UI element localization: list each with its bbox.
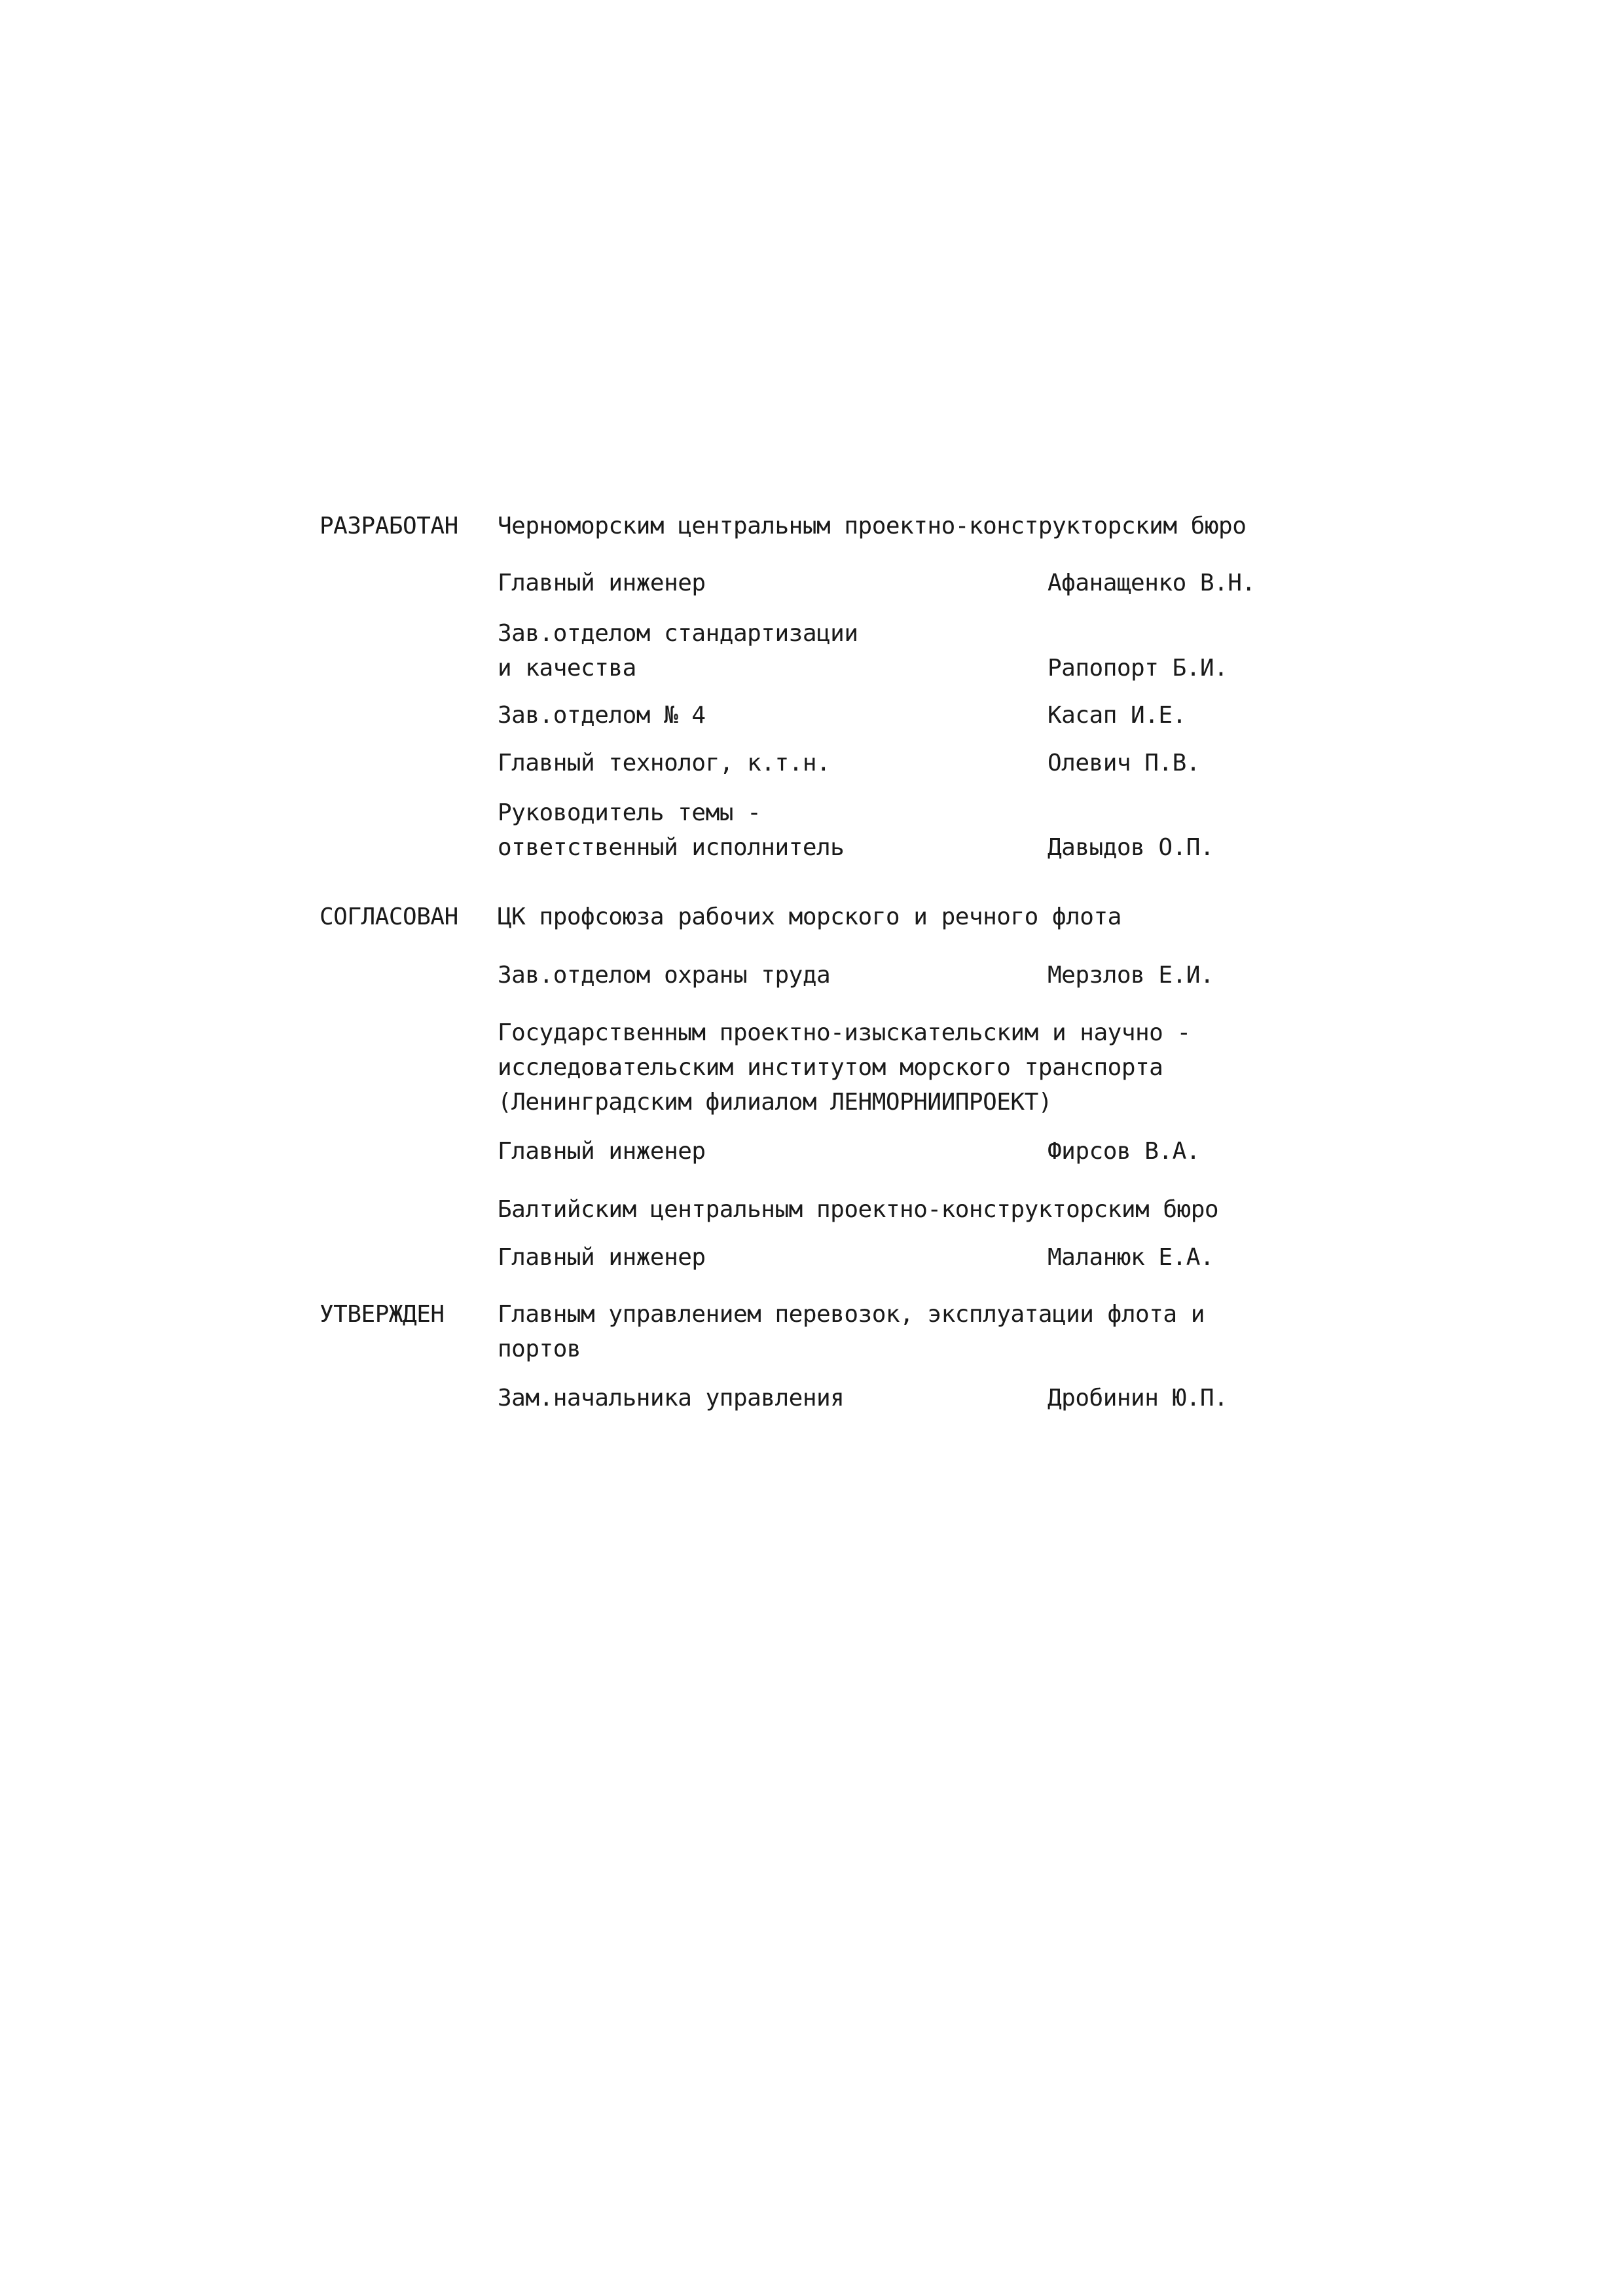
razrabotan-position-3: Зав.отделом № 4 <box>498 702 706 729</box>
utverzhden-org-line-1: Главным управлением перевозок, эксплуатации флота и <box>498 1301 1205 1328</box>
razrabotan-label: РАЗРАБОТАН <box>319 513 458 539</box>
razrabotan-name-5: Давыдов О.П. <box>1048 834 1214 861</box>
soglasovan-org-2-line-3: (Ленинградским филиалом ЛЕНМОРНИИПРОЕКТ) <box>498 1089 1052 1116</box>
soglasovan-org2-name: Фирсов В.А. <box>1048 1138 1200 1165</box>
soglasovan-org-2-line-1: Государственным проектно-изыскательским и научно - <box>498 1019 1191 1046</box>
razrabotan-name-4: Олевич П.В. <box>1048 750 1200 776</box>
razrabotan-position-5a: Руководитель темы - <box>498 799 761 826</box>
soglasovan-org1-name: Мерзлов Е.И. <box>1048 962 1214 989</box>
utverzhden-org-line-2: портов <box>498 1336 581 1362</box>
soglasovan-org-2-line-2: исследовательским институтом морского транспорта <box>498 1054 1163 1081</box>
razrabotan-name-1: Афанащенко В.Н. <box>1048 570 1256 596</box>
utverzhden-position: Зам.начальника управления <box>498 1385 845 1412</box>
razrabotan-position-4: Главный технолог, к.т.н. <box>498 750 831 776</box>
soglasovan-label: СОГЛАСОВАН <box>319 903 458 930</box>
razrabotan-position-2b: и качества <box>498 655 636 682</box>
soglasovan-org-1: ЦК профсоюза рабочих морского и речного флота <box>498 903 1122 930</box>
soglasovan-org2-position: Главный инженер <box>498 1138 706 1165</box>
soglasovan-org3-position: Главный инженер <box>498 1244 706 1271</box>
soglasovan-org3-name: Маланюк Е.А. <box>1048 1244 1214 1271</box>
razrabotan-name-2: Рапопорт Б.И. <box>1048 655 1228 682</box>
razrabotan-position-2a: Зав.отделом стандартизации <box>498 620 858 647</box>
razrabotan-position-5b: ответственный исполнитель <box>498 834 845 861</box>
soglasovan-org-3: Балтийским центральным проектно-конструкторским бюро <box>498 1196 1219 1223</box>
utverzhden-name: Дробинин Ю.П. <box>1048 1385 1228 1412</box>
utverzhden-label: УТВЕРЖДЕН <box>319 1301 445 1328</box>
razrabotan-position-1: Главный инженер <box>498 570 706 596</box>
razrabotan-org: Черноморским центральным проектно-конструкторским бюро <box>498 513 1247 539</box>
razrabotan-name-3: Касап И.Е. <box>1048 702 1186 729</box>
soglasovan-org1-position: Зав.отделом охраны труда <box>498 962 831 989</box>
